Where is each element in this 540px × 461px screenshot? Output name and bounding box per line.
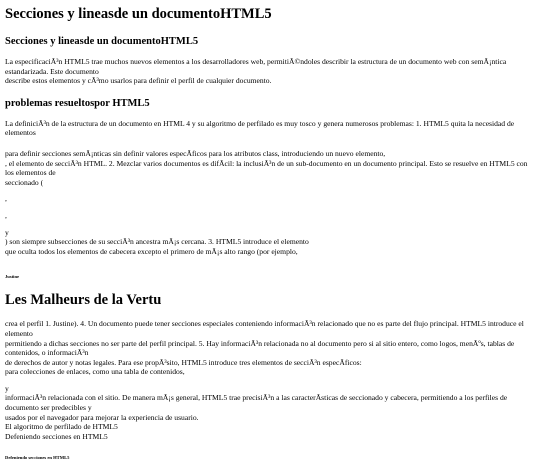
third-line: El algoritmo de perfilado de HTML5 — [5, 422, 118, 432]
intro-line: La especificaciÃ³n HTML5 trae muchos nuevos elementos a los desarrolladores web, permitiÃ©ndoles describir la estructura de un documento web con semÃ¡ntica estandarizada. Este documento — [5, 57, 507, 76]
second-paragraph — [5, 319, 535, 377]
after-line: ) son siempre subsecciones de su secciÃ³n ancestra mÃ¡s cercana. 3. HTML5 introduce el elemento — [5, 237, 309, 247]
comma-text: , — [5, 210, 7, 220]
second-line: crea el perfil 1. Justine). 4. Un documento puede tener secciones especiales conteniendo informaciÃ³n relacionado que no es parte del flujo principal. HTML5 introduce el elemento — [5, 319, 524, 338]
page-title: Secciones y lineasde un documentoHTML5 — [5, 6, 272, 22]
problems-heading: problemas resueltospor HTML5 — [5, 97, 150, 109]
second-line: de derechos de autor y notas legales. Para ese propÃ³sito, HTML5 introduce tres elementos de secciÃ³n especÃficos: — [5, 357, 362, 367]
section-subtitle: Secciones y lineasde un documentoHTML5 — [5, 36, 199, 47]
intro-paragraph — [5, 57, 535, 86]
second-line: para colecciones de enlaces, como una tabla de contenidos, — [5, 367, 185, 377]
footer-label: Defeniendo secciones en HTML5 — [5, 455, 70, 461]
intro-line: describe estos elementos y cÃ³mo usarlos para definir el perfil de cualquier documento. — [5, 76, 272, 86]
third-line: Defeniendo secciones en HTML5 — [5, 431, 108, 441]
section-line: seccionado ( — [5, 177, 44, 187]
problems-paragraph: La definiciÃ³n de la estructura de un documento en HTML 4 y su algoritmo de perfilado es muy tosco y genera numerosos problemas: 1. HTML5 quita la necesidad de elementos — [5, 118, 515, 138]
book-title: Les Malheurs de la Vertu — [5, 292, 162, 309]
section-line: para definir secciones semÃ¡nticas sin definir valores especÃficos para los atributos class, introduciendo un nuevo elemento, — [5, 148, 386, 158]
sections-paragraph — [5, 149, 535, 187]
after-paragraph — [5, 237, 535, 256]
comma-text: , — [5, 194, 7, 204]
third-line: usados por el navegador para mejorar la experiencia de usuario. — [5, 412, 199, 422]
y-text: y — [5, 227, 9, 237]
y-text: y — [5, 383, 9, 393]
second-line: permitiendo a dichas secciones no ser parte del perfil principal. 5. Hay informaciÃ³n relacionada no al documento pero si al sitio entero, como logos, menÃºs, tablas de contenidos, o informaciÃ³n — [5, 338, 515, 358]
after-line: que oculta todos los elementos de cabecera excepto el primero de mÃ¡s alto rango (por ejemplo, — [5, 246, 298, 256]
section-line: , el elemento de secciÃ³n HTML. 2. Mezclar varios documentos es difÃcil: la inclusiÃ³n de un sub-documento en un documento principal. Esto se resuelve en HTML5 con los elementos de — [5, 158, 528, 178]
author-label: Justine — [5, 274, 20, 280]
third-line: informaciÃ³n relacionada con el sitio. De manera mÃ¡s general, HTML5 trae precisiÃ³n a las caracterÃsticas de seccionado y cabecera, permitiendo a los perfiles de documento ser predecibles y — [5, 393, 508, 413]
third-paragraph — [5, 393, 535, 441]
